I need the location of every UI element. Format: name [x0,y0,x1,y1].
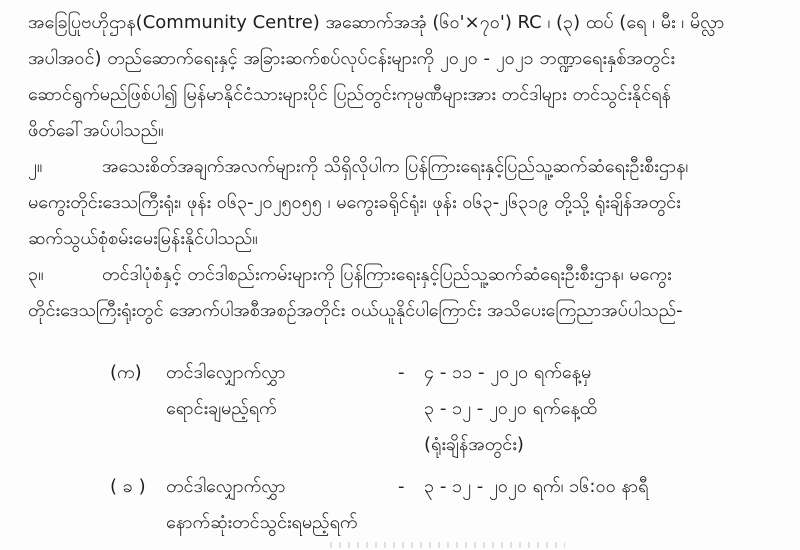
item-title-line: နောက်ဆုံးတင်သွင်းရမည့်ရက် [166,512,358,533]
paragraph-line [28,5,770,41]
paragraph-2 [28,149,770,257]
item-value-line: ၃ - ၁၂ - ၂၀၂၀ ရက်နေ့ထိ [424,398,598,419]
item-value-line: (ရုံးချိန်အတွင်း) [424,434,524,455]
item-title-line: တင်ဒါလျှောက်လွှာ [166,362,286,383]
schedule-item-kha [110,469,770,541]
item-value [424,469,770,505]
paragraph-line [28,113,770,149]
paragraph-text: အသေးစိတ်အချက်အလက်များကို သိရှိလိုပါက ပြန်ကြားရေးနှင့်ပြည်သူ့ဆက်ဆံရေးဦးစီးဌာန၊ [102,156,689,177]
paragraph-1 [28,5,770,149]
paragraph-text: တိုင်းဒေသကြီးရုံးတွင် အောက်ပါအစီအစဉ်အတိုင်း ဝယ်ယူနိုင်ပါကြောင်း အသိပေးကြေညာအပ်ပါသည်- [28,300,683,321]
paragraph-text: ဖိတ်ခေါ်အပ်ပါသည်။ [28,120,164,141]
item-value-line: ၄ - ၁၁ - ၂၀၂၀ ရက်နေ့မှ [424,362,592,383]
paragraph-text: ဆက်သွယ်စုံစမ်းမေးမြန်းနိုင်ပါသည်။ [28,228,258,249]
paragraph-text: အခြေပြုဗဟိုဌာန(Community Centre) အဆောက်အအုံ (၆၀'×၇၀') RC ၊ (၃) ထပ် (ရေ ၊ မီး ၊ မိလ္လာ [28,12,725,33]
schedule-item-ka [110,355,770,463]
item-title [166,469,398,541]
item-separator-dash: - [398,476,405,497]
paragraph-line [28,77,770,113]
paragraph-3 [28,257,770,329]
item-title-line: တင်ဒါလျှောက်လွှာ [166,476,286,497]
paragraph-line [28,221,770,257]
paragraph-number: ၃။ [28,264,44,285]
paragraph-text: ဆောင်ရွက်မည်ဖြစ်ပါ၍ မြန်မာနိုင်ငံသားများပိုင် ပြည်တွင်းကုမ္ပဏီများအား တင်ဒါများ တင်သွင်းနိုင်ရန် [28,84,671,105]
paragraph-number: ၂။ [28,156,43,177]
item-label: (က) [110,362,142,383]
cutoff-text-remnant [330,542,565,548]
paragraph-line [28,257,770,293]
item-label: ( ခ ) [110,476,146,497]
paragraph-text: အပါအဝင်) တည်ဆောက်ရေးနှင့် အခြားဆက်စပ်လုပ်ငန်းများကို ၂၀၂၀ - ၂၀၂၁ ဘဏ္ဍာရေးနှစ်အတွင်း [28,48,675,69]
paragraph-line [28,41,770,77]
paragraph-line [28,293,770,329]
paragraph-text: မကွေးတိုင်းဒေသကြီးရုံး၊ ဖုန်း ၀၆၃-၂၀၂၅၀၅၅ ၊ မကွေးခရိုင်ရုံး၊ ဖုန်း ၀၆၃-၂၆၃၁၉ တို့သို့ ရုံးချိန်အတွင်း [28,192,681,213]
paragraph-text: တင်ဒါပုံစံနှင့် တင်ဒါစည်းကမ်းများကို ပြန်ကြားရေးနှင့်ပြည်သူ့ဆက်ဆံရေးဦးစီးဌာန၊ မကွေး [102,264,672,285]
item-title-line: ရောင်းချမည့်ရက် [166,398,277,419]
item-separator-dash: - [398,362,405,383]
paragraph-line [28,185,770,221]
tender-schedule [110,355,770,541]
item-title [166,355,398,427]
paragraph-line [28,149,770,185]
item-value-line: ၃ - ၁၂ - ၂၀၂၀ ရက်၊ ၁၆:၀၀ နာရီ [424,476,649,497]
item-value [424,355,770,463]
